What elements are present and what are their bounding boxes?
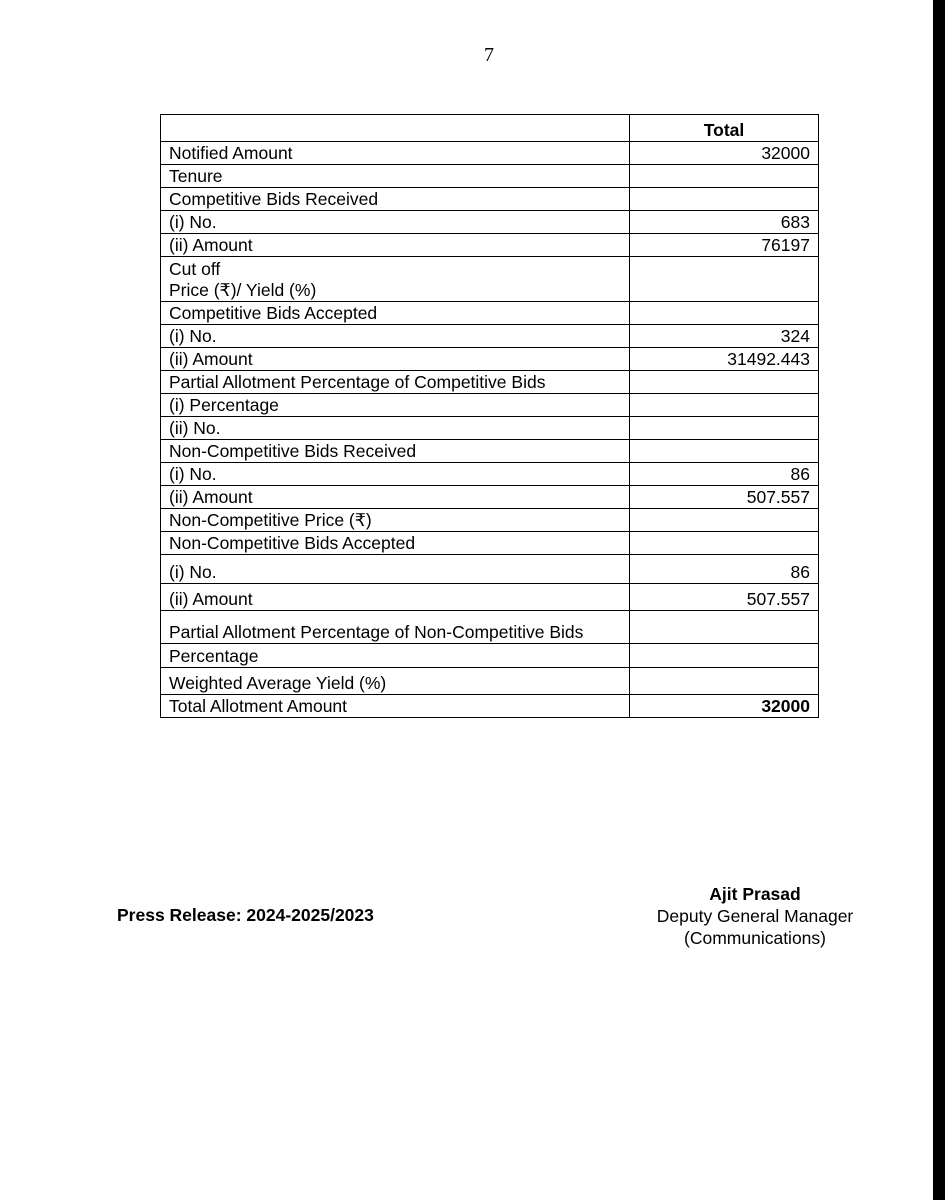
- table-row: [161, 463, 819, 486]
- row-label: (i) No.: [161, 463, 630, 486]
- table-row: [161, 234, 819, 257]
- row-value: [630, 417, 819, 440]
- row-label: (ii) Amount: [161, 234, 630, 257]
- row-value: [630, 532, 819, 555]
- row-value: [630, 302, 819, 325]
- row-label: (i) Percentage: [161, 394, 630, 417]
- row-value: 31492.443: [630, 348, 819, 371]
- total-row: [161, 695, 819, 718]
- row-value: 76197: [630, 234, 819, 257]
- table-row: [161, 532, 819, 555]
- row-label: [161, 257, 630, 302]
- row-value: [630, 440, 819, 463]
- table-row: [161, 394, 819, 417]
- table-row: [161, 257, 819, 302]
- row-label: Partial Allotment Percentage of Non-Competitive Bids: [161, 611, 630, 644]
- header-total-cell: Total: [630, 115, 819, 142]
- table-row: [161, 668, 819, 695]
- row-value: 507.557: [630, 486, 819, 509]
- table-row: [161, 555, 819, 584]
- auction-results-table: [160, 114, 819, 718]
- signatory-title: Deputy General Manager: [656, 906, 854, 926]
- table-row: [161, 325, 819, 348]
- table-row: [161, 486, 819, 509]
- table-row: [161, 417, 819, 440]
- row-label: (i) No.: [161, 211, 630, 234]
- table-row: [161, 165, 819, 188]
- row-value: [630, 644, 819, 668]
- row-label: Non-Competitive Bids Accepted: [161, 532, 630, 555]
- row-label: Notified Amount: [161, 142, 630, 165]
- press-release-number: Press Release: 2024-2025/2023: [117, 905, 374, 925]
- row-value: [630, 165, 819, 188]
- row-label: (ii) Amount: [161, 584, 630, 611]
- row-label: Total Allotment Amount: [161, 695, 630, 718]
- row-label: Partial Allotment Percentage of Competitive Bids: [161, 371, 630, 394]
- row-label: Percentage: [161, 644, 630, 668]
- table-row: [161, 440, 819, 463]
- row-value: [630, 394, 819, 417]
- table-row: [161, 211, 819, 234]
- row-value: 324: [630, 325, 819, 348]
- table-row: [161, 584, 819, 611]
- row-value: 32000: [630, 695, 819, 718]
- signature-block: [630, 883, 880, 949]
- row-label-line-2: Price (₹)/ Yield (%): [169, 280, 317, 300]
- table-row: [161, 348, 819, 371]
- row-label: Tenure: [161, 165, 630, 188]
- row-label: (i) No.: [161, 325, 630, 348]
- signatory-department: (Communications): [684, 928, 826, 948]
- row-value: 507.557: [630, 584, 819, 611]
- signatory-name: Ajit Prasad: [709, 884, 801, 904]
- row-label: Competitive Bids Received: [161, 188, 630, 211]
- table-row: [161, 142, 819, 165]
- row-label: Competitive Bids Accepted: [161, 302, 630, 325]
- row-value: [630, 371, 819, 394]
- row-label: (ii) Amount: [161, 348, 630, 371]
- row-label: (ii) Amount: [161, 486, 630, 509]
- row-value: 32000: [630, 142, 819, 165]
- row-label-line-1: Cut off: [169, 259, 221, 279]
- row-label: Non-Competitive Price (₹): [161, 509, 630, 532]
- row-label: (i) No.: [161, 555, 630, 584]
- table-header-row: [161, 115, 819, 142]
- table-row: [161, 371, 819, 394]
- page-edge-bar: [933, 0, 945, 1200]
- row-value: 86: [630, 463, 819, 486]
- row-label: (ii) No.: [161, 417, 630, 440]
- table-row: [161, 302, 819, 325]
- row-value: [630, 668, 819, 695]
- table-row: [161, 188, 819, 211]
- row-value: [630, 509, 819, 532]
- row-value: 683: [630, 211, 819, 234]
- row-value: [630, 257, 819, 302]
- row-label: Weighted Average Yield (%): [161, 668, 630, 695]
- table-row: [161, 644, 819, 668]
- table-row: [161, 509, 819, 532]
- row-value: [630, 188, 819, 211]
- header-label-cell: [161, 115, 630, 142]
- row-value: [630, 611, 819, 644]
- row-label: Non-Competitive Bids Received: [161, 440, 630, 463]
- page-number: 7: [484, 44, 494, 66]
- row-value: 86: [630, 555, 819, 584]
- table-row: [161, 611, 819, 644]
